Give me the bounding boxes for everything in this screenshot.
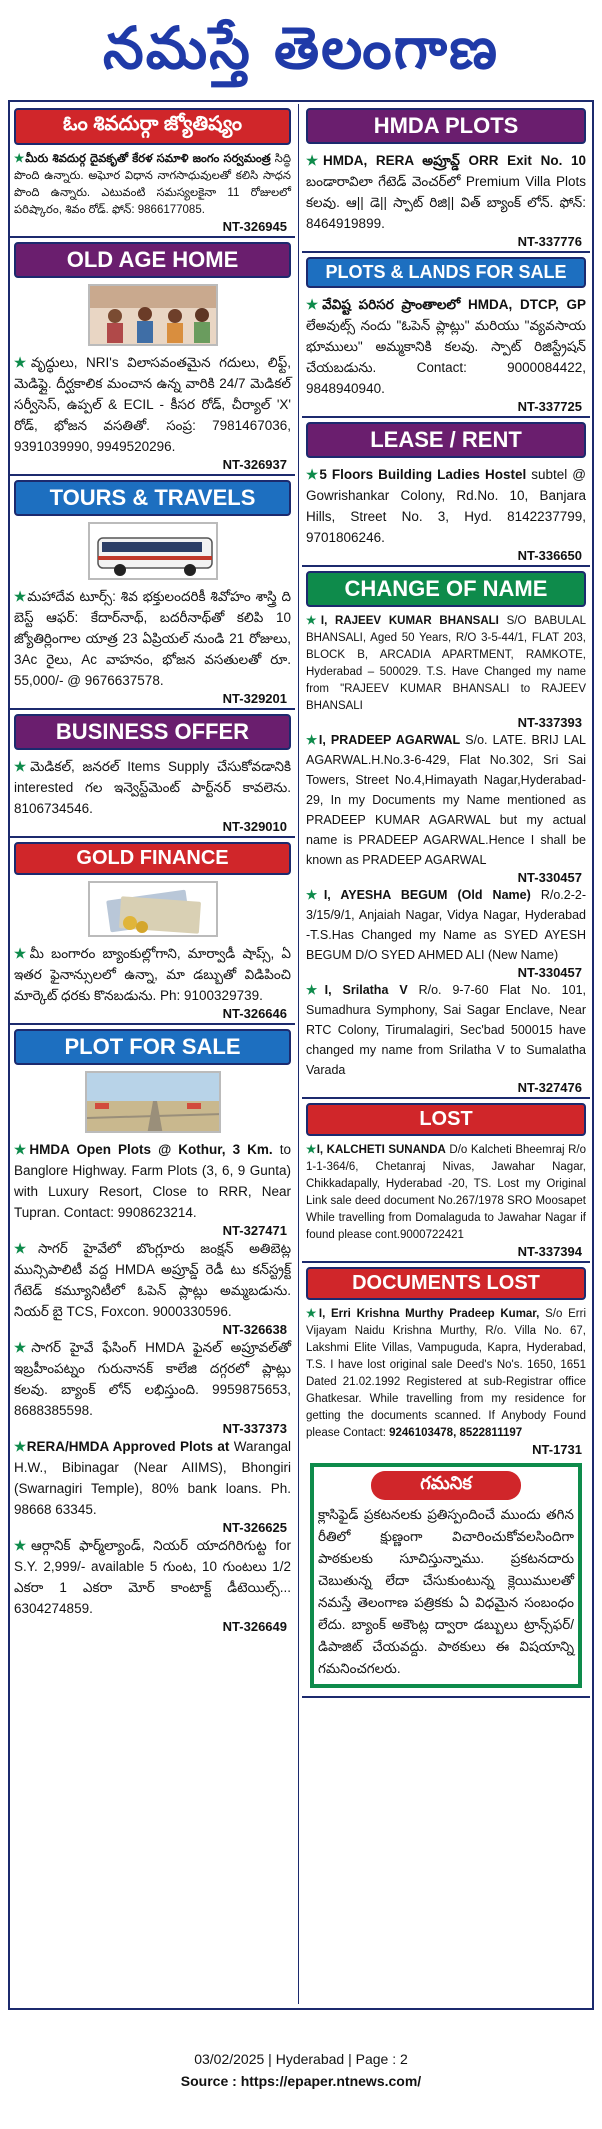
ad-ref: NT-329201 [222, 691, 287, 706]
ad-text: ★I, AYESHA BEGUM (Old Name) R/o.2-2-3/15/9/1, Anjaiah Nagar, Vidya Nagar, Hyderabad -T.S.Has Changed my Name as SYED AYESH BEGUM D/O SYED AHMED ALI (New Name) [306, 888, 586, 962]
ad-old-age-home [10, 238, 295, 476]
ad-text: ★RERA/HMDA Approved Plots at Warangal H.W., Bibinagar (Near AIIMS), Bhongiri (Swarnagiri Temple), 80% bank loans. Ph. 98668 63345. [14, 1439, 292, 1517]
ad-text: ★I, Erri Krishna Murthy Pradeep Kumar, S/o Erri Vijayam Naidu Krishna Murthy, R/o. Villa No. 67, Lakshmi Elite Villas, Vampuguda, Kapra, Hyderabad, T.S. I have lost original sale Deed's No's. 1650, 1651 Dated 21.02.1992 Registered at sub-Registrar office Ghatkesar. While travelling from my residence for getting the documents scanned. If Anybody Found please Contact: 9246103478, 8522811197 [306, 1308, 587, 1439]
ad-ref: NT-326649 [222, 1619, 287, 1634]
ad-ref: NT-327471 [222, 1223, 287, 1238]
star-icon: ★ [14, 1340, 32, 1355]
ad-text: ★I, Srilatha V R/o. 9-7-60 Flat No. 101, Sumadhura Symphony, Sai Sagar Enclave, Near RTC Colony, Tirumalagiri, Sec'bad 500015 have changed my name from Srilatha V to Sumalatha Varada [306, 983, 586, 1077]
ad-text: ★I, KALCHETI SUNANDA D/o Kalcheti Bheemraj R/o 1-1-364/6, Chetanraj Nivas, Jawahar Nagar, Chikkadapally, Hyderabad -20, TS. Lost my Original Link sale deed document No.267/1978 SRO Moosapet While travelling from Domalaguda to Jawahar Nagar if found please cont.9000722421 [306, 1144, 587, 1241]
ad-ref: NT-337725 [517, 399, 582, 414]
plot-layout-photo [85, 1071, 221, 1133]
ad-ref: NT-326646 [222, 1006, 287, 1021]
section-header-gold: GOLD FINANCE [14, 842, 291, 875]
star-icon: ★ [306, 888, 324, 902]
star-icon: ★ [14, 1142, 30, 1157]
ad-text: ★మహాదేవ టూర్స్: శివ భక్తులందరికీ శివోహం శాస్త్రి ది బెస్ట్ ఆఫర్: కేదార్‌నాథ్, బదరీనాథ్‌తో కలిపి 10 జ్యోతిర్లింగాల యాత్ర 23 ఏప్రియల్ నుండి 21 రోజులు, 3Ac రైలు, Ac వాహనం, భోజన వసతులతో రూ. 55,000/- @ 9676637578. [14, 589, 291, 688]
ad-ref: NT-337776 [517, 234, 582, 249]
ad-change-of-name [302, 567, 590, 1099]
section-header-jyotisham: ఓం శివదుర్గా జ్యోతిష్యం [14, 108, 291, 145]
ad-text: ★I, PRADEEP AGARWAL S/o. LATE. BRIJ LAL AGARWAL.H.No.3-6-429, Flat No.302, Sri Sai Towers, Street No.4,Himayath Nagar,Hyderabad-29, In my Documents my Name mentioned as PRADEEP KUMAR AGARWAL but my actual name is PRADEEP AGARWAL.Hence I shall be known as PRADEEP AGARWAL [306, 733, 586, 867]
section-header-old-age-home: OLD AGE HOME [14, 242, 291, 278]
ad-ref: NT-337394 [517, 1244, 582, 1259]
star-icon: ★ [306, 983, 325, 997]
ad-text: ★HMDA Open Plots @ Kothur, 3 Km. to Banglore Highway. Farm Plots (3, 6, 9 Gunta) with Luxury Resort, Close to RRR, Near Tupran. Contact: 9908623214. [14, 1142, 292, 1220]
ad-ref: NT-326945 [222, 219, 287, 234]
star-icon: ★ [14, 1538, 31, 1553]
ad-text: ★HMDA, RERA అప్రూవ్డ్ ORR Exit No. 10 బండారావిలా గేటెడ్ వెంచర్‌లో Premium Villa Plots కలవు. ఆ|| డె|| స్పాట్ రిజి|| విత్ బ్యాంక్ లోన్. ఫోన్: 8464919899. [306, 153, 586, 231]
ad-ref: NT-327476 [517, 1080, 582, 1095]
ad-ref: NT-336650 [517, 548, 582, 563]
ad-ref: NT-326638 [222, 1322, 287, 1337]
ad-plots-lands [302, 253, 590, 418]
ad-ref: NT-1731 [532, 1442, 582, 1457]
ad-text: ★వేవిష్ట పరిసర ప్రాంతాలలో HMDA, DTCP, GP లేఅవుట్స్ నందు "ఓపెన్ ప్లాట్లు" మరియు "వ్యవసాయ భూములు" అమ్మకానికి కలవు. స్పాట్ రిజిస్ట్రేషన్ చేయబడును. Contact: 9000084422, 9848940940. [306, 297, 586, 396]
section-header-documents-lost: DOCUMENTS LOST [306, 1267, 586, 1300]
star-icon: ★ [14, 589, 28, 604]
star-icon: ★ [14, 153, 26, 165]
ad-text: ★5 Floors Building Ladies Hostel subtel @ Gowrishankar Colony, Rd.No. 10, Banjara Hills, Street No. 3, Hyd. 8142237799, 9701806246. [306, 467, 587, 545]
column-divider [298, 104, 299, 2004]
section-header-hmda: HMDA PLOTS [306, 108, 586, 144]
section-header-plots-lands: PLOTS & LANDS FOR SALE [306, 257, 586, 288]
ad-plot-for-sale [10, 1025, 295, 1636]
section-header-lost: LOST [306, 1103, 586, 1136]
ad-ref: NT-329010 [222, 819, 287, 834]
ad-text: ★మెడికల్, జనరల్ Items Supply చేసుకోవడానికి interested గల ఇన్వెస్ట్‌మెంట్ పార్ట్‌నర్ కావలెను. 8106734546. [14, 759, 291, 816]
ad-text: ★ఆర్గానిక్ ఫార్మ్‌ల్యాండ్, నియర్ యాదగిరిగుట్ట for S.Y. 2,999/- available 5 గుంట, 10 గుంటలు 1/2 ఎకరా 1 ఎకరా మోర్ కాంటాక్ట్ డీటెయిల్స్... 6304274859. [14, 1538, 291, 1616]
star-icon: ★ [306, 615, 321, 627]
ad-ref: NT-326625 [222, 1520, 287, 1535]
page-footer [0, 2048, 602, 2092]
section-header-business: BUSINESS OFFER [14, 714, 291, 750]
star-icon: ★ [14, 946, 30, 961]
star-icon: ★ [306, 733, 319, 747]
star-icon: ★ [14, 1241, 38, 1256]
ad-text: ★సాగర్ హైవే ఫేసింగ్ HMDA ఫైనల్ అప్రూవల్‌తో ఇబ్రహీంపట్నం గురునానక్ కాలేజి దగ్గరలో ప్లాట్లు కలవు. బ్యాంక్ లోన్ లభిస్తుంది. 9959875653, 8688385598. [14, 1340, 291, 1418]
section-header-lease: LEASE / RENT [306, 422, 586, 458]
ad-ref: NT-326937 [222, 457, 287, 472]
ad-gold-finance [10, 838, 295, 1025]
ad-business-offer [10, 710, 295, 838]
masthead [0, 0, 602, 96]
notice-header: గమనిక [371, 1471, 521, 1500]
section-header-plot: PLOT FOR SALE [14, 1029, 291, 1065]
star-icon: ★ [306, 467, 320, 482]
money-icon [88, 881, 218, 937]
section-header-tours: TOURS & TRAVELS [14, 480, 291, 516]
ad-ref: NT-337373 [222, 1421, 287, 1436]
newspaper-title: నమస్తే తెలంగాణ [103, 14, 499, 82]
ad-documents-lost [302, 1263, 590, 1698]
ad-ref: NT-337393 [517, 715, 582, 730]
ad-lease-rent [302, 418, 590, 567]
ad-text: ★మీరు శివదుర్గ దైవకృతో కేరళ సమాళి జంగం సర్వమంత్ర సిద్ధి పొంది ఉన్నారు. అఘోర విధాన నాగసాధువులతో కలిసి సాధన పొంది ఉన్నారు. ఎటువంటి సమస్యలకైనా 11 రోజులలో పరిష్కారం, శివం రోడ్. ఫోన్: 9866177085. [14, 153, 292, 216]
notice-text: క్లాసిఫైడ్ ప్రకటనలకు ప్రతిస్పందించే ముందు తగిన రీతిలో క్షుణ్ణంగా విచారించుకోవలసిందిగా పాఠకులకు సూచిస్తున్నాము. ప్రకటనదారు చెబుతున్న లేదా చేసుకుంటున్న క్లెయిములతో నమస్తే తెలంగాణ పత్రికకు ఏ విధమైన సంబంధం లేదు. బ్యాంక్ అకౌంట్ల ద్వారా డబ్బులు ట్రాన్స్‌ఫర్/డిపాజిట్ చేయవద్దు. పాఠకులు ఈ విషయాన్ని గమనించగలరు. [318, 1507, 574, 1676]
ad-text: ★సాగర్ హైవేలో బొంగ్లూరు జంక్షన్ అతిబెట్ల మున్సిపాలిటీ వద్ద HMDA అప్రూవ్డ్ రెడీ టు కన్‌స్ట్రక్ట్ గేటెడ్ కమ్యూనిటీలో ఓపెన్ ప్లాట్లు అమ్మబడును. నియర్ బై TCS, Foxcon. 9000330596. [14, 1241, 291, 1319]
bus-icon [88, 522, 218, 580]
ad-text: ★మీ బంగారం బ్యాంకుల్లోగాని, మార్వాడీ షాప్స్, ఏ ఇతర ఫైనాన్సులలో ఉన్నా, మా డబ్బుతో విడిపించి మార్కెట్ ధరకు కొనబడును. Ph: 9100329739. [14, 946, 292, 1003]
ad-jyotisham [10, 104, 295, 238]
star-icon: ★ [14, 1439, 27, 1454]
ad-hmda-plots [302, 104, 590, 253]
ad-lost [302, 1099, 590, 1263]
ad-text: ★వృద్ధులు, NRI's విలాసవంతమైన గదులు, లిఫ్ట్, మెడిఫ్లై. దీర్ఘకాలిక మంచాన ఉన్న వారికి 24/7 మెడికల్ సర్వీసెస్, ఉప్పల్ & ECIL - కీసర రోడ్, చీర్యాల్ 'X' రోడ్, భోజన వసతితో. సంప్ర: 7981467036, 9391039990, 9949520296. [14, 355, 291, 454]
star-icon: ★ [306, 153, 323, 168]
notice-box [310, 1463, 582, 1688]
star-icon: ★ [14, 355, 31, 370]
star-icon: ★ [306, 297, 323, 312]
star-icon: ★ [306, 1308, 319, 1320]
right-column [302, 104, 590, 2004]
section-header-change-name: CHANGE OF NAME [306, 571, 586, 607]
ad-ref: NT-330457 [517, 870, 582, 885]
footer-date-line: 03/02/2025 | Hyderabad | Page : 2 [194, 2051, 408, 2067]
ad-tours-travels [10, 476, 295, 710]
left-column [10, 104, 295, 2004]
ad-ref: NT-330457 [517, 965, 582, 980]
star-icon: ★ [306, 1144, 317, 1156]
footer-source-link[interactable]: Source : https://epaper.ntnews.com/ [180, 2073, 422, 2089]
ad-text: ★I, RAJEEV KUMAR BHANSALI S/O BABULAL BHANSALI, Aged 50 Years, R/O 3-5-44/1, FLAT 203, BLOCK B, ARCADIA APARTMENT, RAMKOTE, Hyderabad – 500029. T.S. Have Changed my name from "RAJEEV KUMAR BHANSALI to RAJEEV BHANSALI [306, 615, 586, 712]
star-icon: ★ [14, 759, 31, 774]
old-age-home-photo [88, 284, 218, 346]
